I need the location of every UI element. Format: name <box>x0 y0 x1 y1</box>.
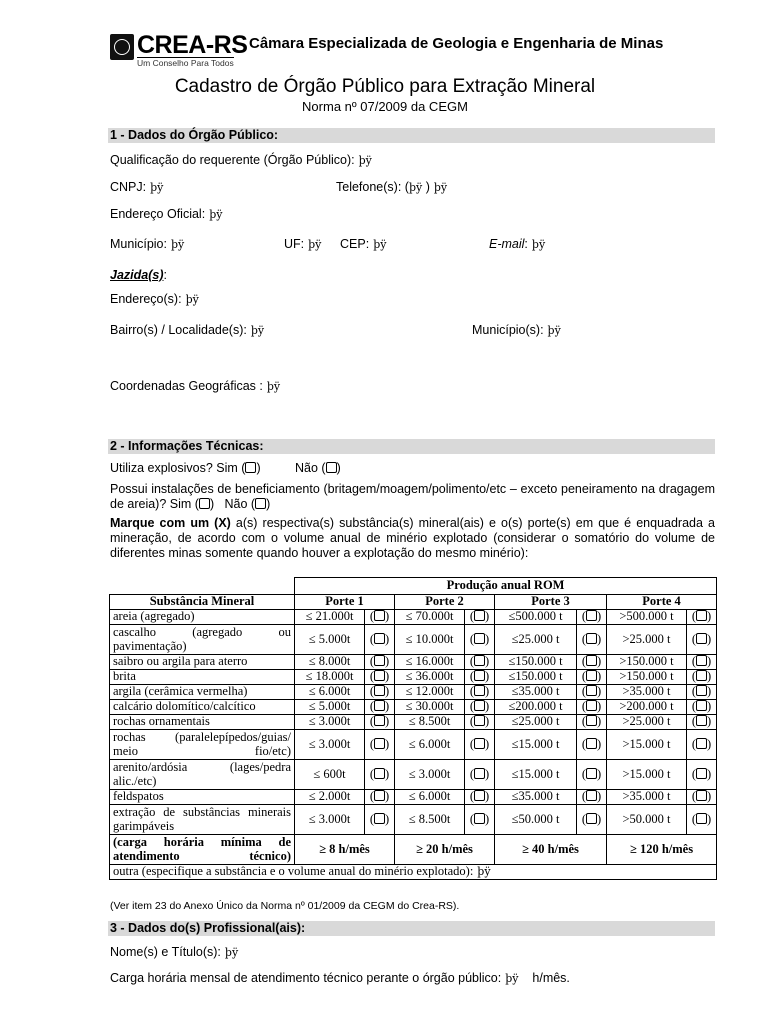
porte-3-value: ≤150.000 t <box>495 655 577 670</box>
porte-checkbox[interactable] <box>586 655 597 666</box>
porte-2-value: ≤ 3.000t <box>395 760 465 790</box>
porte-2-value: ≤ 36.000t <box>395 670 465 685</box>
porte-1-checkbox-cell[interactable]: ( ) <box>365 700 395 715</box>
porte-1-value: ≤ 600t <box>295 760 365 790</box>
porte-checkbox[interactable] <box>696 655 707 666</box>
porte-checkbox[interactable] <box>474 610 485 621</box>
porte-checkbox[interactable] <box>586 768 597 779</box>
porte-3-checkbox-cell[interactable]: ( ) <box>577 670 607 685</box>
cnpj-label: CNPJ: <box>110 180 147 194</box>
municipio-value: þÿ <box>170 238 185 251</box>
porte-4-checkbox-cell[interactable]: ( ) <box>687 700 717 715</box>
substancia-name: arenito/ardósia (lages/pedra alic./etc) <box>110 760 295 790</box>
porte-3-checkbox-cell[interactable]: ( ) <box>577 715 607 730</box>
porte-checkbox[interactable] <box>374 655 385 666</box>
explosivos-sim-checkbox[interactable] <box>245 462 256 473</box>
porte-2-value: ≤ 16.000t <box>395 655 465 670</box>
explosivos-nao-checkbox[interactable] <box>326 462 337 473</box>
porte-checkbox[interactable] <box>586 685 597 696</box>
table-row <box>110 700 717 715</box>
porte-2-checkbox-cell[interactable]: ( ) <box>465 670 495 685</box>
porte-2-value: ≤ 8.500t <box>395 805 465 835</box>
telefone-close: ) <box>425 180 430 194</box>
uf-field[interactable] <box>284 237 321 251</box>
beneficiamento-nao-label: Não ( <box>224 497 256 511</box>
outra-label: outra (especifique a substância e o volume anual do minério explotado): <box>113 864 474 879</box>
substancia-name: saibro ou argila para aterro <box>110 655 295 670</box>
telefone-value: þÿ <box>433 181 448 194</box>
porte-2-checkbox-cell[interactable]: ( ) <box>465 790 495 805</box>
porte-4-value: >150.000 t <box>607 655 687 670</box>
telefone-label: Telefone(s): ( <box>336 180 409 194</box>
porte-2-checkbox-cell[interactable]: ( ) <box>465 625 495 655</box>
cep-label: CEP: <box>340 237 370 251</box>
porte-2-value: ≤ 6.000t <box>395 730 465 760</box>
chamber-name: Câmara Especializada de Geologia e Engenharia de Minas <box>249 35 664 52</box>
porte-1-value: ≤ 2.000t <box>295 790 365 805</box>
porte-checkbox[interactable] <box>474 633 485 644</box>
porte-4-checkbox-cell[interactable]: ( ) <box>687 685 717 700</box>
porte-checkbox[interactable] <box>696 700 707 711</box>
porte-4-checkbox-cell[interactable]: ( ) <box>687 625 717 655</box>
carga-horaria-field[interactable] <box>110 971 570 985</box>
endereco-oficial-label: Endereço Oficial: <box>110 207 206 221</box>
porte-3-value: ≤150.000 t <box>495 670 577 685</box>
porte-3-value: ≤35.000 t <box>495 685 577 700</box>
table-row <box>110 670 717 685</box>
porte-1-checkbox-cell[interactable]: ( ) <box>365 715 395 730</box>
porte-4-value: >25.000 t <box>607 625 687 655</box>
porte-checkbox[interactable] <box>586 633 597 644</box>
porte-checkbox[interactable] <box>586 738 597 749</box>
crea-logo-icon <box>110 34 134 60</box>
uf-value: þÿ <box>308 238 322 251</box>
porte-4-checkbox-cell[interactable]: ( ) <box>687 655 717 670</box>
porte-1-checkbox-cell[interactable]: ( ) <box>365 610 395 625</box>
porte-4-value: >15.000 t <box>607 730 687 760</box>
porte-1-checkbox-cell[interactable]: ( ) <box>365 670 395 685</box>
marque-instruction <box>110 516 715 561</box>
table-row <box>110 760 717 790</box>
substancia-name: extração de substâncias minerais garimpáveis <box>110 805 295 835</box>
porte-checkbox[interactable] <box>586 715 597 726</box>
porte-4-checkbox-cell[interactable]: ( ) <box>687 715 717 730</box>
porte-checkbox[interactable] <box>474 715 485 726</box>
email-value: þÿ <box>531 238 546 251</box>
explosivos-nao-label: Não ( <box>295 461 326 475</box>
uf-label: UF: <box>284 237 305 251</box>
porte-1-value: ≤ 3.000t <box>295 730 365 760</box>
porte-1-checkbox-cell[interactable]: ( ) <box>365 730 395 760</box>
porte-checkbox[interactable] <box>374 610 385 621</box>
carga-porte-4: ≥ 120 h/mês <box>607 835 717 865</box>
porte-checkbox[interactable] <box>374 768 385 779</box>
porte-3-value: ≤500.000 t <box>495 610 577 625</box>
jazidas-heading: Jazida(s): <box>110 268 167 282</box>
porte-3-value: ≤35.000 t <box>495 790 577 805</box>
marque-bold: Marque com um (X) <box>110 516 231 530</box>
porte-3-checkbox-cell[interactable]: ( ) <box>577 760 607 790</box>
beneficiamento-sim-checkbox[interactable] <box>199 498 210 509</box>
porte-4-value: >25.000 t <box>607 715 687 730</box>
porte-2-value: ≤ 8.500t <box>395 715 465 730</box>
cep-value: þÿ <box>373 238 387 251</box>
bairro-value: þÿ <box>250 324 265 337</box>
beneficiamento-label: Possui instalações de beneficiamento (britagem/moagem/polimento/etc – exceto peneiramento na dragagem de areia)? Sim ( <box>110 482 715 511</box>
substancia-name: calcário dolomítico/calcítico <box>110 700 295 715</box>
cep-field[interactable] <box>340 237 386 251</box>
porte-4-value: >35.000 t <box>607 790 687 805</box>
porte-4-checkbox-cell[interactable]: ( ) <box>687 805 717 835</box>
porte-2-checkbox-cell[interactable]: ( ) <box>465 760 495 790</box>
producao-table <box>109 577 717 880</box>
endereco-oficial-value: þÿ <box>209 208 223 221</box>
carga-label: (carga horária mínima de atendimento técnico) <box>110 835 295 865</box>
table-row <box>110 610 717 625</box>
municipio-label: Município: <box>110 237 167 251</box>
porte-checkbox[interactable] <box>696 768 707 779</box>
porte-2-checkbox-cell[interactable]: ( ) <box>465 610 495 625</box>
porte-3-checkbox-cell[interactable]: ( ) <box>577 625 607 655</box>
municipios-label: Município(s): <box>472 323 544 337</box>
porte-1-checkbox-cell[interactable]: ( ) <box>365 790 395 805</box>
porte-4-value: >50.000 t <box>607 805 687 835</box>
explosivos-sim-option[interactable]: Utiliza explosivos? Sim ( ) <box>110 461 261 475</box>
porte-2-checkbox-cell[interactable]: ( ) <box>465 730 495 760</box>
porte-checkbox[interactable] <box>474 813 485 824</box>
page-title: Cadastro de Órgão Público para Extração Mineral <box>174 76 596 97</box>
porte-4-checkbox-cell[interactable]: ( ) <box>687 790 717 805</box>
cnpj-value: þÿ <box>150 181 164 194</box>
porte-2-value: ≤ 10.000t <box>395 625 465 655</box>
header-porte-2: Porte 2 <box>395 595 495 610</box>
carga-porte-3: ≥ 40 h/mês <box>495 835 607 865</box>
cnpj-field[interactable] <box>110 180 163 194</box>
porte-2-checkbox-cell[interactable]: ( ) <box>465 655 495 670</box>
porte-checkbox[interactable] <box>374 633 385 644</box>
section-2-heading: 2 - Informações Técnicas: <box>108 439 715 454</box>
coordenadas-value: þÿ <box>266 380 281 393</box>
table-row <box>110 655 717 670</box>
carga-horaria-value: þÿ <box>505 972 519 985</box>
porte-checkbox[interactable] <box>374 715 385 726</box>
qualificacao-value: þÿ <box>358 154 372 167</box>
substancia-name: rochas (paralelepípedos/guias/ meio fio/etc) <box>110 730 295 760</box>
porte-checkbox[interactable] <box>586 700 597 711</box>
porte-4-value: >35.000 t <box>607 685 687 700</box>
porte-checkbox[interactable] <box>374 813 385 824</box>
reference-note: (Ver item 23 do Anexo Único da Norma nº 01/2009 da CEGM do Crea-RS). <box>110 900 460 912</box>
bairro-label: Bairro(s) / Localidade(s): <box>110 323 247 337</box>
porte-checkbox[interactable] <box>696 790 707 801</box>
group-header: Produção anual ROM <box>295 578 717 595</box>
porte-3-value: ≤50.000 t <box>495 805 577 835</box>
porte-checkbox[interactable] <box>374 670 385 681</box>
beneficiamento-nao-checkbox[interactable] <box>255 498 266 509</box>
porte-1-value: ≤ 5.000t <box>295 700 365 715</box>
telefone-field[interactable] <box>336 180 447 194</box>
porte-checkbox[interactable] <box>586 813 597 824</box>
porte-checkbox[interactable] <box>586 790 597 801</box>
porte-4-value: >150.000 t <box>607 670 687 685</box>
substancia-name: feldspatos <box>110 790 295 805</box>
porte-checkbox[interactable] <box>374 790 385 801</box>
porte-4-checkbox-cell[interactable]: ( ) <box>687 670 717 685</box>
porte-checkbox[interactable] <box>696 813 707 824</box>
email-field[interactable]: E-mail: þÿ <box>489 237 546 251</box>
porte-checkbox[interactable] <box>696 685 707 696</box>
porte-checkbox[interactable] <box>374 685 385 696</box>
header-porte-4: Porte 4 <box>607 595 717 610</box>
hmes-label: h/mês. <box>532 971 570 985</box>
porte-checkbox[interactable] <box>586 670 597 681</box>
carga-horaria-label: Carga horária mensal de atendimento técnico perante o órgão público: <box>110 971 502 985</box>
porte-4-checkbox-cell[interactable]: ( ) <box>687 730 717 760</box>
porte-3-checkbox-cell[interactable]: ( ) <box>577 700 607 715</box>
porte-4-checkbox-cell[interactable]: ( ) <box>687 610 717 625</box>
nome-label: Nome(s) e Título(s): <box>110 945 221 959</box>
porte-1-checkbox-cell[interactable]: ( ) <box>365 655 395 670</box>
porte-checkbox[interactable] <box>696 670 707 681</box>
table-row <box>110 625 717 655</box>
porte-1-checkbox-cell[interactable]: ( ) <box>365 685 395 700</box>
porte-checkbox[interactable] <box>586 610 597 621</box>
porte-checkbox[interactable] <box>696 633 707 644</box>
section-3-heading: 3 - Dados do(s) Profissional(ais): <box>108 921 715 936</box>
porte-1-checkbox-cell[interactable]: ( ) <box>365 805 395 835</box>
jazidas-label: Jazida(s) <box>110 268 164 282</box>
porte-1-value: ≤ 18.000t <box>295 670 365 685</box>
substancia-name: cascalho (agregado ou pavimentação) <box>110 625 295 655</box>
nome-value: þÿ <box>224 946 239 959</box>
explosivos-nao-option[interactable]: Não ( ) <box>295 461 341 475</box>
section-1-heading: 1 - Dados do Órgão Público: <box>108 128 715 143</box>
substancia-name: brita <box>110 670 295 685</box>
qualificacao-field[interactable] <box>110 153 372 167</box>
marque-rest: a(s) respectiva(s) substância(s) mineral(ais) e o(s) porte(s) em que é enquadrada a mineração, de acordo com o volume anual de minério explotado (considerar o somatório do volume de diferentes minas somente quando houver a explotação do mesmo minério): <box>110 516 715 560</box>
header-porte-1: Porte 1 <box>295 595 395 610</box>
porte-2-checkbox-cell[interactable]: ( ) <box>465 805 495 835</box>
table-row <box>110 730 717 760</box>
porte-2-value: ≤ 6.000t <box>395 790 465 805</box>
porte-1-value: ≤ 3.000t <box>295 715 365 730</box>
porte-3-value: ≤200.000 t <box>495 700 577 715</box>
porte-checkbox[interactable] <box>474 790 485 801</box>
municipios-value: þÿ <box>547 324 561 337</box>
coordenadas-field[interactable] <box>110 379 280 393</box>
porte-checkbox[interactable] <box>474 768 485 779</box>
page-subtitle: Norma nº 07/2009 da CEGM <box>302 99 468 114</box>
porte-1-value: ≤ 8.000t <box>295 655 365 670</box>
porte-1-value: ≤ 3.000t <box>295 805 365 835</box>
nome-field[interactable] <box>110 945 238 959</box>
porte-3-checkbox-cell[interactable]: ( ) <box>577 730 607 760</box>
porte-1-checkbox-cell[interactable]: ( ) <box>365 625 395 655</box>
porte-checkbox[interactable] <box>474 700 485 711</box>
email-label: E-mail <box>489 237 525 251</box>
porte-checkbox[interactable] <box>374 700 385 711</box>
table-row <box>110 685 717 700</box>
porte-checkbox[interactable] <box>374 738 385 749</box>
porte-2-value: ≤ 30.000t <box>395 700 465 715</box>
qualificacao-label: Qualificação do requerente (Órgão Público): <box>110 153 355 167</box>
telefone-ddd-value: þÿ <box>408 181 423 194</box>
endereco-label: Endereço(s): <box>110 292 182 306</box>
table-row <box>110 790 717 805</box>
carga-porte-2: ≥ 20 h/mês <box>395 835 495 865</box>
logo-tagline: Um Conselho Para Todos <box>137 58 234 68</box>
porte-checkbox[interactable] <box>696 610 707 621</box>
porte-1-checkbox-cell[interactable]: ( ) <box>365 760 395 790</box>
beneficiamento-question: Possui instalações de beneficiamento (britagem/moagem/polimento/etc – exceto peneiramento na dragagem de areia)? Sim ( ) Não ( ) <box>110 482 715 511</box>
endereco-oficial-field[interactable] <box>110 207 222 221</box>
municipios-field[interactable] <box>472 323 561 337</box>
porte-4-value: >200.000 t <box>607 700 687 715</box>
porte-2-checkbox-cell[interactable]: ( ) <box>465 715 495 730</box>
porte-checkbox[interactable] <box>696 715 707 726</box>
porte-3-checkbox-cell[interactable]: ( ) <box>577 685 607 700</box>
outra-field[interactable] <box>110 865 717 880</box>
header-substancia: Substância Mineral <box>110 595 295 610</box>
porte-3-value: ≤15.000 t <box>495 730 577 760</box>
bairro-field[interactable] <box>110 323 264 337</box>
porte-4-value: >15.000 t <box>607 760 687 790</box>
porte-2-checkbox-cell[interactable]: ( ) <box>465 700 495 715</box>
outra-value: þÿ <box>477 865 491 879</box>
porte-1-value: ≤ 5.000t <box>295 625 365 655</box>
endereco-value: þÿ <box>185 293 199 306</box>
porte-2-checkbox-cell[interactable]: ( ) <box>465 685 495 700</box>
table-row <box>110 805 717 835</box>
porte-checkbox[interactable] <box>474 738 485 749</box>
porte-3-value: ≤25.000 t <box>495 625 577 655</box>
explosivos-label: Utiliza explosivos? Sim ( <box>110 461 246 475</box>
carga-porte-1: ≥ 8 h/mês <box>295 835 395 865</box>
porte-3-value: ≤25.000 t <box>495 715 577 730</box>
porte-1-value: ≤ 6.000t <box>295 685 365 700</box>
porte-3-value: ≤15.000 t <box>495 760 577 790</box>
porte-checkbox[interactable] <box>474 670 485 681</box>
porte-2-value: ≤ 70.000t <box>395 610 465 625</box>
table-row <box>110 715 717 730</box>
substancia-name: rochas ornamentais <box>110 715 295 730</box>
porte-3-checkbox-cell[interactable]: ( ) <box>577 655 607 670</box>
coordenadas-label: Coordenadas Geográficas : <box>110 379 263 393</box>
substancia-name: argila (cerâmica vermelha) <box>110 685 295 700</box>
endereco-field[interactable] <box>110 292 199 306</box>
porte-2-value: ≤ 12.000t <box>395 685 465 700</box>
porte-4-value: >500.000 t <box>607 610 687 625</box>
porte-checkbox[interactable] <box>474 655 485 666</box>
logo-text: CREA-RS <box>137 31 248 59</box>
header-porte-3: Porte 3 <box>495 595 607 610</box>
porte-checkbox[interactable] <box>474 685 485 696</box>
substancia-name: areia (agregado) <box>110 610 295 625</box>
porte-4-checkbox-cell[interactable]: ( ) <box>687 760 717 790</box>
porte-3-checkbox-cell[interactable]: ( ) <box>577 610 607 625</box>
porte-1-value: ≤ 21.000t <box>295 610 365 625</box>
porte-3-checkbox-cell[interactable]: ( ) <box>577 805 607 835</box>
municipio-field[interactable] <box>110 237 184 251</box>
porte-3-checkbox-cell[interactable]: ( ) <box>577 790 607 805</box>
porte-checkbox[interactable] <box>696 738 707 749</box>
